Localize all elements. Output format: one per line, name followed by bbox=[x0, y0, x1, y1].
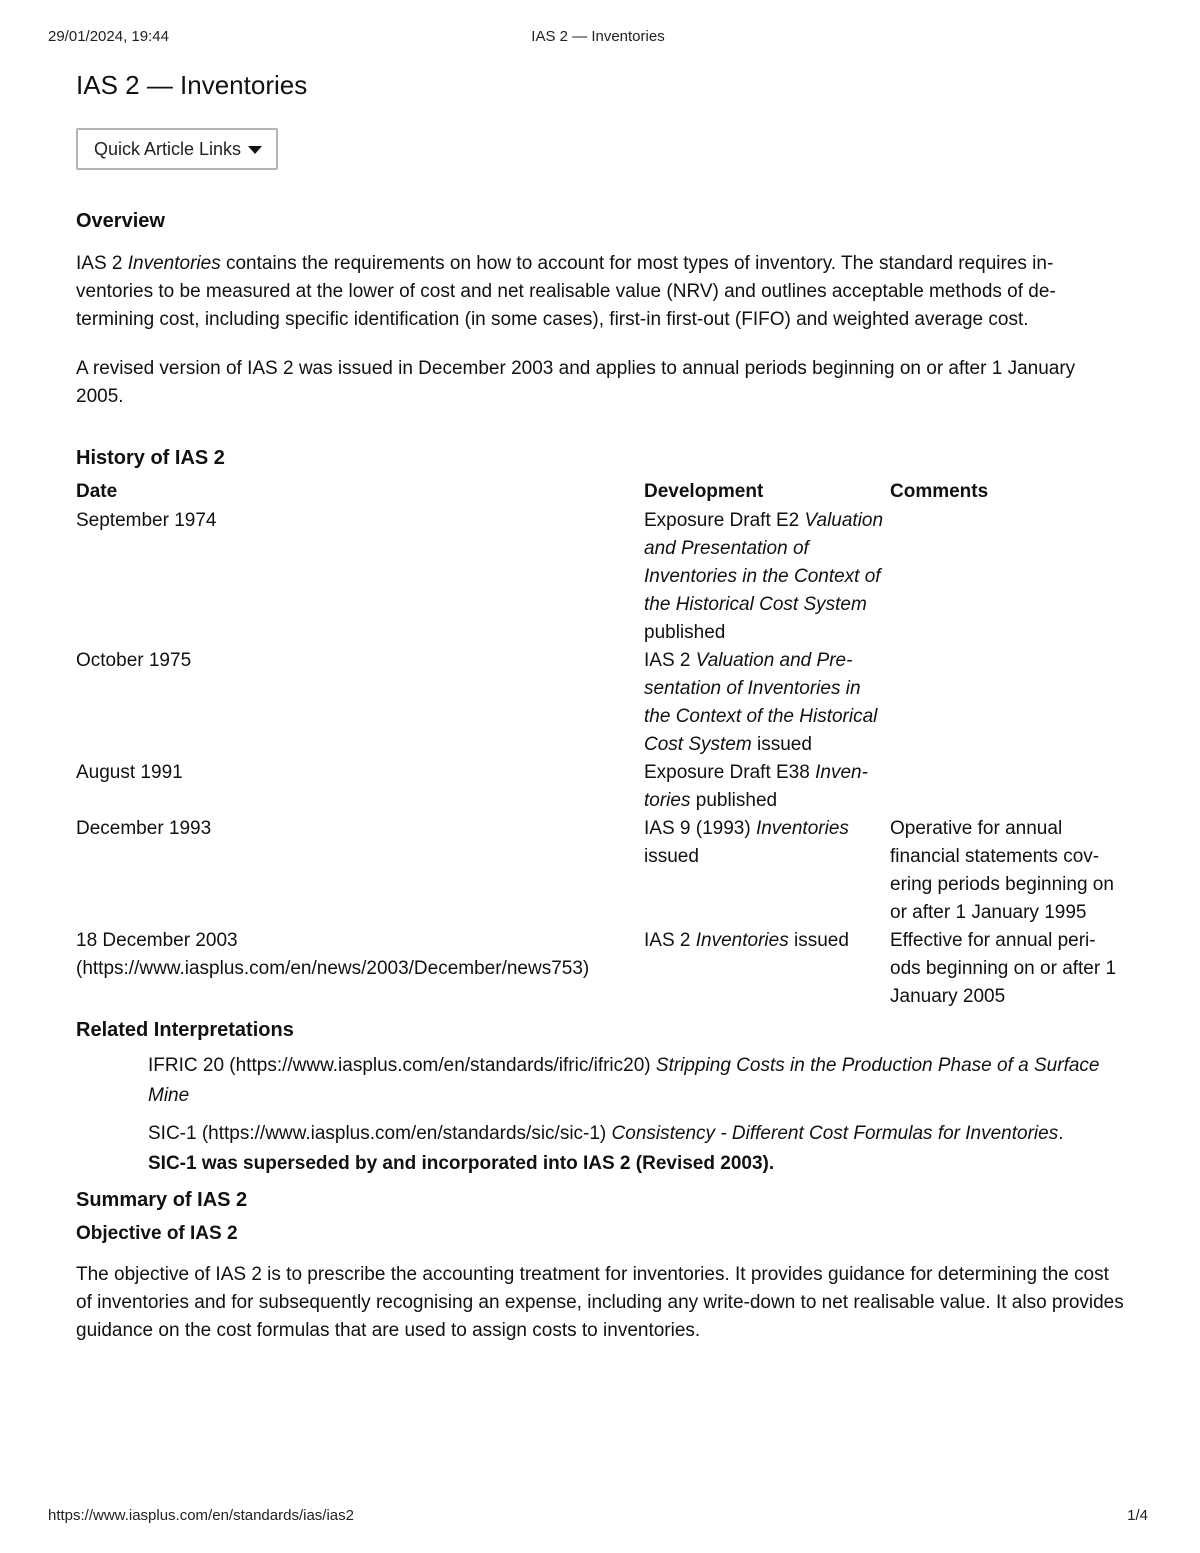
row-date: December 1993 bbox=[76, 818, 212, 839]
table-row bbox=[76, 507, 1126, 647]
overview-p1-text-a: IAS 2 bbox=[76, 253, 128, 274]
print-datetime: 29/01/2024, 19:44 bbox=[48, 28, 169, 45]
row-date-text: 18 December 2003 bbox=[76, 930, 238, 951]
row-development: Exposure Draft E38 Inven-tories published bbox=[644, 762, 868, 811]
row-development: IAS 2 Inventories issued bbox=[644, 930, 849, 951]
summary-heading: Summary of IAS 2 bbox=[76, 1189, 248, 1211]
page-title: IAS 2 — Inventories bbox=[76, 70, 308, 100]
row-date: September 1974 bbox=[76, 510, 217, 531]
overview-heading: Overview bbox=[76, 210, 165, 232]
objective-heading: Objective of IAS 2 bbox=[76, 1223, 238, 1244]
print-header bbox=[48, 28, 1148, 48]
row-development: Exposure Draft E2 Valuation and Presentation of Inventories in the Context of the Historical Cost System published bbox=[644, 510, 884, 643]
row-comment: Operative for annual financial statements cov-ering periods beginning on or after 1 January 1995 bbox=[890, 818, 1114, 923]
quick-article-links-label: Quick Article Links bbox=[94, 138, 242, 159]
table-row bbox=[76, 759, 1126, 815]
print-footer bbox=[48, 1507, 1148, 1527]
row-date bbox=[76, 927, 644, 1011]
history-heading: History of IAS 2 bbox=[76, 447, 225, 469]
table-row bbox=[76, 815, 1126, 927]
print-url: https://www.iasplus.com/en/standards/ias/ias2 bbox=[48, 1507, 354, 1524]
overview-paragraph-2: A revised version of IAS 2 was issued in December 2003 and applies to annual periods beginning on or after 1 January 2005. bbox=[76, 358, 1076, 407]
column-header-development: Development bbox=[644, 481, 764, 502]
quick-article-links-dropdown[interactable] bbox=[76, 128, 278, 170]
table-row bbox=[76, 647, 1126, 759]
overview-p1-text-b: contains the requirements on how to account for most types of inventory. The standard requires in-ventories to be measured at the lower of cost and net realisable value (NRV) and outlines acceptable methods of de-termining cost, including specific identification (in some cases), first-in first-out (FIFO) and weighted average cost. bbox=[76, 253, 1056, 330]
row-comment bbox=[890, 759, 1126, 815]
history-table bbox=[76, 477, 1126, 1011]
row-development: IAS 9 (1993) Inventories issued bbox=[644, 818, 849, 867]
row-comment: Effective for annual peri-ods beginning on or after 1 January 2005 bbox=[890, 930, 1117, 1007]
article-content bbox=[76, 68, 1126, 1345]
table-row bbox=[76, 927, 1126, 1011]
row-date: August 1991 bbox=[76, 762, 183, 783]
objective-paragraph: The objective of IAS 2 is to prescribe the accounting treatment for inventories. It provides guidance for determining the cost of inventories and for subsequently recognising an expense, including any write-down to net realisable value. It also provides guidance on the cost formulas that are used to assign costs to inventories. bbox=[76, 1264, 1124, 1341]
news-link[interactable]: (https://www.iasplus.com/en/news/2003/December/news753) bbox=[76, 958, 590, 979]
related-interpretations-heading: Related Interpretations bbox=[76, 1019, 294, 1041]
caret-down-icon bbox=[248, 146, 262, 154]
related-interpretations-list bbox=[148, 1051, 1126, 1179]
sic-1-superseded-note: SIC-1 was superseded by and incorporated into IAS 2 (Revised 2003). bbox=[148, 1153, 775, 1174]
row-comment bbox=[890, 647, 1126, 759]
overview-paragraph-1 bbox=[76, 250, 1126, 334]
column-header-comments: Comments bbox=[890, 481, 989, 502]
row-development: IAS 2 Valuation and Pre-sentation of Inventories in the Context of the Historical Cost System issued bbox=[644, 650, 878, 755]
row-date: October 1975 bbox=[76, 650, 192, 671]
print-title: IAS 2 — Inventories bbox=[531, 28, 665, 45]
overview-p1-emphasis: Inventories bbox=[127, 253, 221, 274]
list-item: IFRIC 20 (https://www.iasplus.com/en/standards/ifric/ifric20) Stripping Costs in the Production Phase of a Surface Mine bbox=[148, 1055, 1100, 1106]
page-number: 1/4 bbox=[1127, 1507, 1148, 1524]
list-item: SIC-1 (https://www.iasplus.com/en/standards/sic/sic-1) Consistency - Different Cost Formulas for Inventories. bbox=[148, 1123, 1064, 1144]
column-header-date: Date bbox=[76, 481, 118, 502]
history-header-row bbox=[76, 477, 1126, 507]
ifric-20-link[interactable]: IFRIC 20 (https://www.iasplus.com/en/standards/ifric/ifric20) bbox=[148, 1055, 656, 1076]
row-comment bbox=[890, 507, 1126, 647]
sic-1-link[interactable]: SIC-1 (https://www.iasplus.com/en/standards/sic/sic-1) bbox=[148, 1123, 612, 1144]
